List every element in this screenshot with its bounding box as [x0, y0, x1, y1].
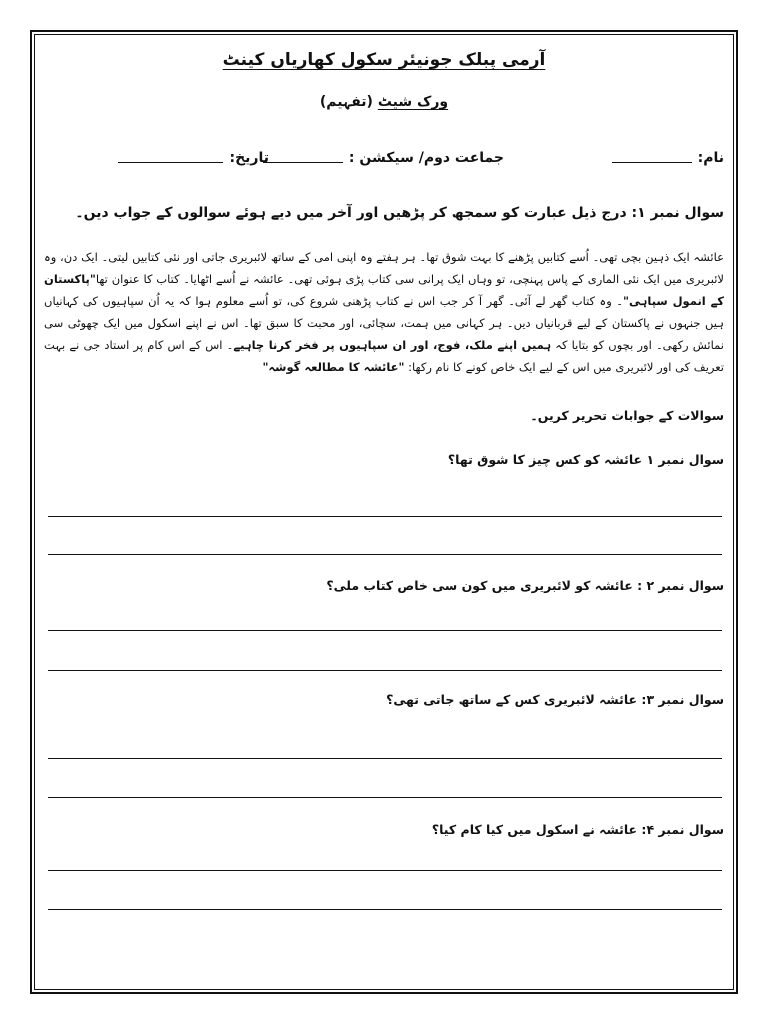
answer-line-3b[interactable]: [48, 797, 722, 798]
date-label: تاریخ:: [229, 150, 269, 166]
name-label: نام:: [697, 150, 724, 166]
school-title: آرمی پبلک جونیئر سکول کھاریاں کینٹ: [222, 50, 546, 70]
question-1-heading: سوال نمبر ۱: درج ذیل عبارت کو سمجھ کر پڑھیں اور آخر میں دیے ہوئے سوالوں کے جواب دیں۔: [75, 205, 724, 221]
class-section-blank[interactable]: [263, 161, 343, 163]
question-item-1: سوال نمبر ۱ عائشہ کو کس چیز کا شوق تھا؟: [447, 452, 724, 467]
student-info-row: [44, 150, 724, 174]
date-blank[interactable]: [118, 161, 223, 163]
passage-emphasis: ہمیں اپنے ملک، فوج، اور ان سپاہیوں پر فخر کرنا چاہیے: [233, 338, 552, 352]
question-item-2: سوال نمبر ۲ : عائشہ کو لائبریری میں کون سی خاص کتاب ملی؟: [326, 578, 724, 593]
worksheet-title: [44, 94, 724, 110]
name-field[interactable]: [612, 150, 724, 166]
passage-part-1: عائشہ ایک ذہین بچی تھی۔ اُسے کتابیں پڑھنے کا بہت شوق تھا۔ ہر ہفتے وہ اپنی امی کے ساتھ لائبریری جاتی اور نئی کتابیں لیتی۔ ایک دن، وہ لائبریری میں ایک نئی الماری کے پاس پہنچی، تو وہاں ایک پرانی سی کتاب پڑی ہوئی تھی۔ عائشہ نے اُسے اٹھایا۔ کتاب کا عنوان تھا: [44, 250, 724, 286]
page-inner-border: [34, 34, 734, 990]
worksheet-topic: (تفہیم): [319, 94, 373, 110]
answers-instruction: سوالات کے جوابات تحریر کریں۔: [530, 408, 724, 423]
answer-line-1b[interactable]: [48, 554, 722, 555]
passage-part-2: ۔ وہ کتاب گھر لے آئی۔ گھر آ کر جب اس نے کتاب پڑھنی شروع کی، تو اُسے معلوم ہوا کہ یہ اُن سپاہیوں کی کہانیاں ہیں جنہوں نے پاکستان کے لیے قربانیاں دیں۔ ہر کہانی میں ہمت، سچائی، اور محبت کا سبق تھا۔ اس نے اپنے اسکول میں ایک چھوٹی سی نمائش رکھی۔ اور بچوں کو بتایا کہ: [44, 294, 724, 352]
answer-line-1a[interactable]: [48, 516, 722, 517]
passage-part-3: ۔ اس کے اس کام پر استاد جی نے بہت تعریف کی اور لائبریری میں اس کے لیے ایک خاص کونے کا نام رکھا:: [44, 338, 724, 374]
question-item-4: سوال نمبر ۴: عائشہ نے اسکول میں کیا کام کیا؟: [431, 822, 724, 837]
worksheet-label: ورک شیٹ: [377, 94, 449, 110]
passage-book-title: "پاکستان کے انمول سپاہی": [44, 272, 724, 308]
answer-line-3a[interactable]: [48, 758, 722, 759]
class-section-label: جماعت دوم/ سیکشن :: [348, 150, 504, 166]
passage-corner-name: "عائشہ کا مطالعہ گوشہ": [262, 360, 405, 374]
answer-line-4a[interactable]: [48, 870, 722, 871]
answer-line-2a[interactable]: [48, 630, 722, 631]
class-section-field[interactable]: [263, 150, 504, 166]
date-field[interactable]: [118, 150, 269, 166]
question-item-3: سوال نمبر ۳: عائشہ لائبریری کس کے ساتھ جاتی تھی؟: [386, 692, 724, 707]
name-blank[interactable]: [612, 161, 692, 163]
answer-line-2b[interactable]: [48, 670, 722, 671]
reading-passage: [44, 246, 724, 378]
answer-line-4b[interactable]: [48, 909, 722, 910]
